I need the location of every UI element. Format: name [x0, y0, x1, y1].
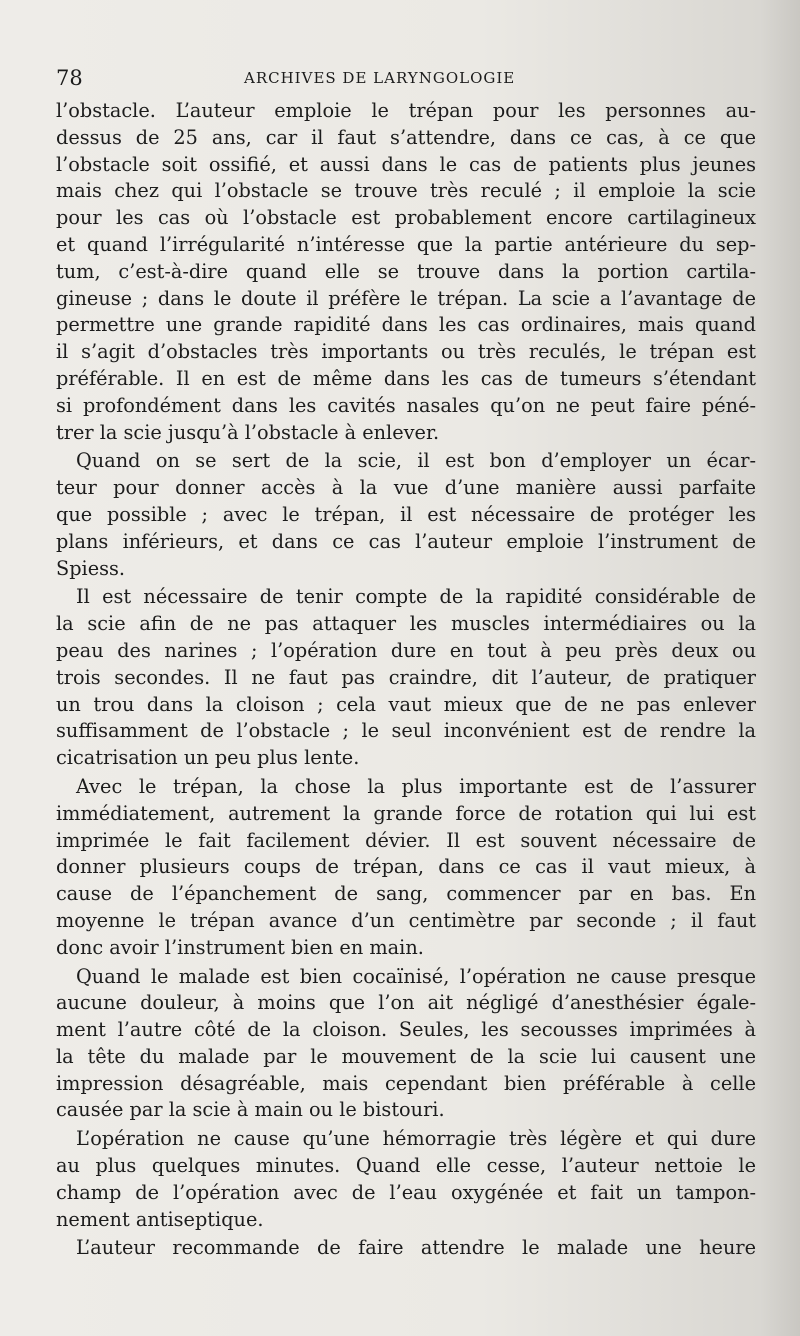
text-line: trer la scie jusqu’à l’obstacle à enlever.: [56, 420, 440, 444]
text-line: la scie afin de ne pas attaquer les muscles intermédiaires ou la: [56, 612, 756, 636]
text-line: cause de l’épanchement de sang, commencer par en bas. En: [56, 882, 756, 906]
text-line: cicatrisation un peu plus lente.: [56, 746, 360, 770]
text-line: il s’agit d’obstacles très importants ou très reculés, le trépan est: [56, 340, 756, 364]
text-line: ment l’autre côté de la cloison. Seules, les secousses imprimées à: [56, 1018, 756, 1042]
text-line: aucune douleur, à moins que l’on ait négligé d’anesthésier égale-: [56, 991, 756, 1015]
text-line: trois secondes. Il ne faut pas craindre, dit l’auteur, de pratiquer: [56, 665, 756, 689]
text-line: pour les cas où l’obstacle est probablement encore cartilagineux: [56, 206, 756, 230]
text-line: l’obstacle. L’auteur emploie le trépan pour les personnes au-: [56, 99, 756, 122]
text-line: mais chez qui l’obstacle se trouve très reculé ; il emploie la scie: [56, 179, 756, 203]
page-header: [56, 66, 756, 96]
text-line: gineuse ; dans le doute il préfère le trépan. La scie a l’avantage de: [56, 286, 756, 310]
text-line: que possible ; avec le trépan, il est nécessaire de protéger les: [56, 502, 756, 526]
text-line: l’obstacle soit ossifié, et aussi dans le cas de patients plus jeunes: [56, 152, 756, 176]
paragraph-start-line: L’opération ne cause qu’une hémorragie très légère et qui dure: [76, 1127, 756, 1151]
text-line: impression désagréable, mais cependant bien préférable à celle: [56, 1071, 756, 1095]
text-line: au plus quelques minutes. Quand elle cesse, l’auteur nettoie le: [56, 1154, 756, 1178]
text-line: si profondément dans les cavités nasales qu’on ne peut faire péné-: [56, 393, 756, 417]
text-line: peau des narines ; l’opération dure en tout à peu près deux ou: [56, 638, 756, 662]
text-line: donner plusieurs coups de trépan, dans ce cas il vaut mieux, à: [56, 855, 756, 879]
text-line: imprimée le fait facilement dévier. Il est souvent nécessaire de: [56, 828, 756, 852]
text-line: tum, c’est-à-dire quand elle se trouve dans la portion cartila-: [56, 259, 756, 283]
text-line: préférable. Il en est de même dans les cas de tumeurs s’étendant: [56, 366, 756, 390]
text-line: suffisamment de l’obstacle ; le seul inconvénient est de rendre la: [56, 719, 756, 743]
paragraph-start-line: Avec le trépan, la chose la plus importante est de l’assurer: [76, 774, 756, 798]
text-line: moyenne le trépan avance d’un centimètre par seconde ; il faut: [56, 908, 756, 932]
text-line: teur pour donner accès à la vue d’une manière aussi parfaite: [56, 476, 756, 500]
text-line: donc avoir l’instrument bien en main.: [56, 935, 424, 959]
text-line: immédiatement, autrement la grande force de rotation qui lui est: [56, 801, 756, 825]
paragraph-start-line: Quand le malade est bien cocaïnisé, l’opération ne cause presque: [76, 964, 756, 988]
text-line: champ de l’opération avec de l’eau oxygénée et fait un tampon-: [56, 1180, 756, 1204]
body-text: [56, 98, 756, 1262]
text-line: permettre une grande rapidité dans les cas ordinaires, mais quand: [56, 313, 756, 337]
text-line: dessus de 25 ans, car il faut s’attendre, dans ce cas, à ce que: [56, 125, 756, 149]
text-line: la tête du malade par le mouvement de la scie lui causent une: [56, 1044, 756, 1068]
paragraph-start-line: L’auteur recommande de faire attendre le malade une heure: [76, 1236, 756, 1260]
text-line: causée par la scie à main ou le bistouri.: [56, 1098, 445, 1122]
text-line: un trou dans la cloison ; cela vaut mieux que de ne pas enlever: [56, 692, 756, 716]
text-line: nement antiseptique.: [56, 1207, 264, 1231]
paragraph-start-line: Il est nécessaire de tenir compte de la rapidité considérable de: [76, 585, 756, 609]
running-title: ARCHIVES DE LARYNGOLOGIE: [244, 69, 516, 87]
text-line: Spiess.: [56, 556, 126, 580]
page-number: 78: [56, 66, 83, 90]
text-line: plans inférieurs, et dans ce cas l’auteur emploie l’instrument de: [56, 529, 756, 553]
paragraph-start-line: Quand on se sert de la scie, il est bon d’employer un écar-: [76, 449, 756, 473]
text-line: et quand l’irrégularité n’intéresse que la partie antérieure du sep-: [56, 232, 756, 256]
